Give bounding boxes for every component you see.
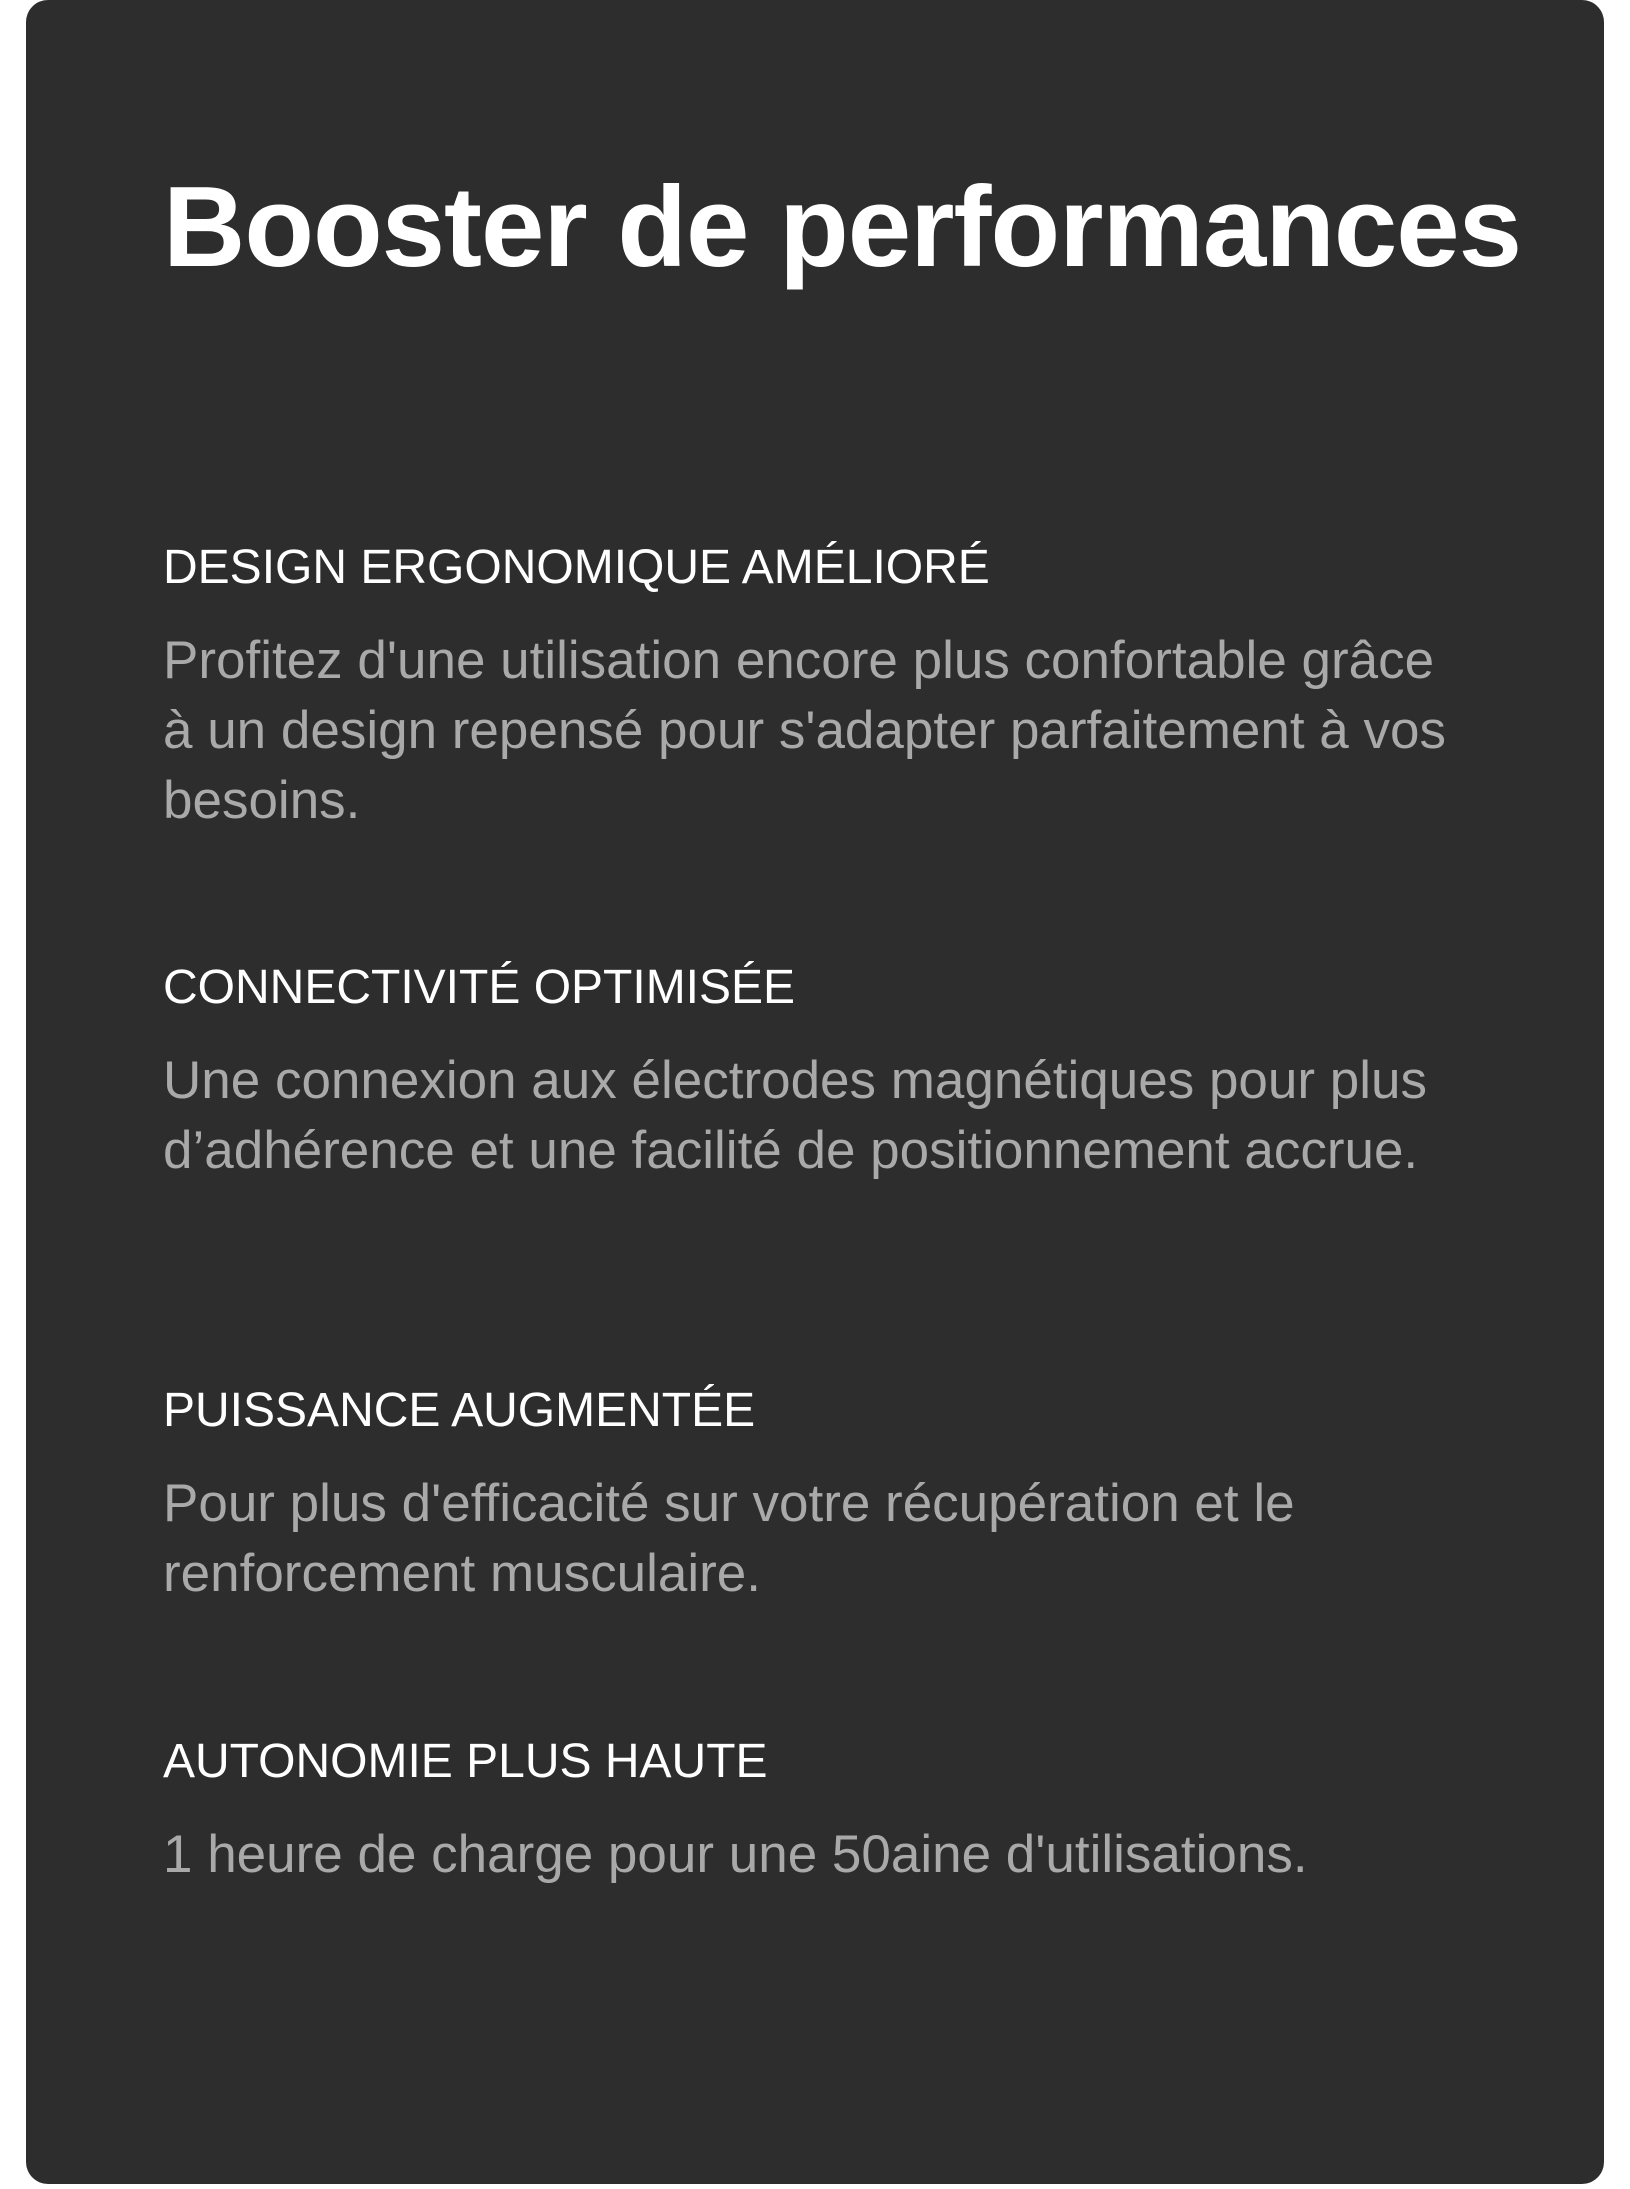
feature-heading: DESIGN ERGONOMIQUE AMÉLIORÉ <box>163 541 990 594</box>
feature-heading: AUTONOMIE PLUS HAUTE <box>163 1735 768 1788</box>
feature-description: 1 heure de charge pour une 50aine d'utilisations. <box>163 1825 1308 1884</box>
feature-description: Profitez d'une utilisation encore plus confortable grâce à un design repensé pour s'adapter parfaitement à vos besoins. <box>163 631 1446 830</box>
feature-heading: CONNECTIVITÉ OPTIMISÉE <box>163 961 796 1014</box>
feature-item-connectivity <box>163 958 1483 1186</box>
feature-description: Une connexion aux électrodes magnétiques pour plus d’adhérence et une facilité de positionnement accrue. <box>163 1051 1427 1180</box>
page-title: Booster de performances <box>163 164 1522 291</box>
feature-description: Pour plus d'efficacité sur votre récupération et le renforcement musculaire. <box>163 1474 1295 1603</box>
feature-item-autonomy <box>163 1732 1483 1890</box>
feature-card <box>26 0 1604 2184</box>
feature-item-power <box>163 1381 1483 1609</box>
feature-heading: PUISSANCE AUGMENTÉE <box>163 1384 756 1437</box>
feature-item-ergonomic-design <box>163 538 1483 836</box>
